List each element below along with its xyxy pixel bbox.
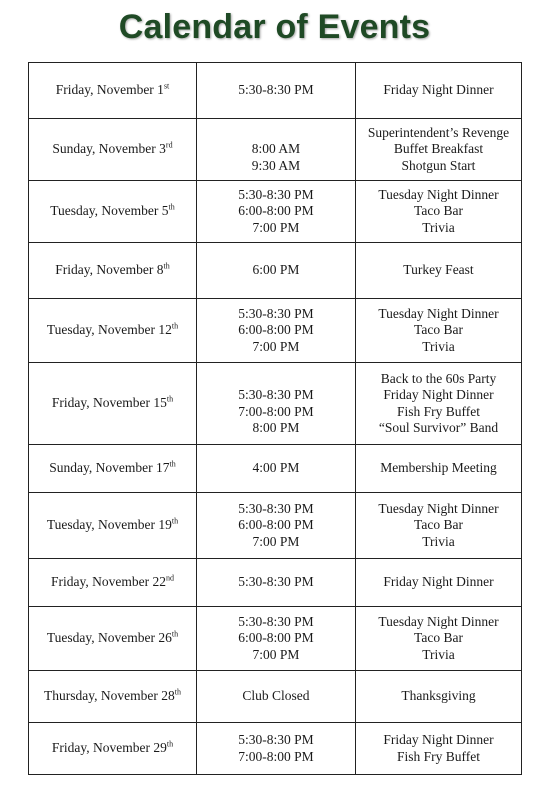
event-date: Friday, November 8 (55, 262, 164, 278)
event-name: Friday Night Dinner (383, 82, 494, 98)
event-time: 5:30-8:30 PM (238, 732, 314, 747)
event-name-cell (356, 671, 522, 723)
event-time-cell (197, 63, 356, 119)
event-date-cell (29, 181, 197, 243)
event-time: 5:30-8:30 PM (238, 500, 314, 516)
event-name: Friday Night Dinner (383, 387, 494, 402)
event-date: Friday, November 22 (51, 574, 166, 590)
event-date: Tuesday, November 12 (46, 322, 172, 338)
event-date-cell (29, 671, 197, 723)
event-time-cell (197, 671, 356, 723)
event-date-cell (29, 243, 197, 299)
event-row (29, 671, 522, 723)
event-time-cell (197, 607, 356, 671)
event-name: Shotgun Start (401, 157, 476, 173)
event-name-cell (356, 119, 522, 181)
events-table-body (29, 63, 522, 775)
event-time-cell (197, 243, 356, 299)
date-ordinal-suffix: nd (165, 573, 174, 583)
event-date-cell (29, 299, 197, 363)
event-time: 4:00 PM (252, 460, 300, 476)
event-name: Taco Bar (414, 322, 463, 338)
event-time: 5:30-8:30 PM (238, 613, 314, 629)
date-ordinal-suffix: th (171, 516, 179, 526)
event-date: Thursday, November 28 (44, 688, 175, 704)
event-name: Back to the 60s Party (380, 370, 497, 386)
event-date-cell (29, 607, 197, 671)
event-name: Taco Bar (414, 630, 463, 646)
event-name: Membership Meeting (380, 460, 497, 476)
event-time: Club Closed (242, 688, 310, 704)
event-name-cell (356, 559, 522, 607)
event-date: Friday, November 15 (51, 395, 167, 411)
event-row (29, 445, 522, 493)
event-name: Tuesday Night Dinner (378, 305, 499, 321)
event-time: 7:00 PM (252, 646, 300, 662)
event-row (29, 299, 522, 363)
event-name: Taco Bar (414, 517, 463, 533)
event-date-cell (29, 119, 197, 181)
date-ordinal-suffix: th (174, 687, 181, 697)
event-time: 6:00-8:00 PM (238, 322, 314, 338)
event-name-cell (356, 445, 522, 493)
event-time: 7:00-8:00 PM (238, 403, 314, 419)
event-name: Thanksgiving (401, 688, 476, 704)
page-title: Calendar of Events (118, 8, 431, 46)
date-ordinal-suffix: th (169, 459, 176, 469)
event-name: Trivia (422, 646, 455, 662)
event-name-cell (356, 243, 522, 299)
event-row (29, 363, 522, 445)
event-row (29, 607, 522, 671)
event-time-cell (197, 181, 356, 243)
event-date-cell (29, 63, 197, 119)
event-time-cell (197, 723, 356, 775)
date-ordinal-suffix: rd (165, 140, 173, 150)
event-time: 5:30-8:30 PM (238, 387, 314, 402)
date-ordinal-suffix: th (163, 261, 170, 271)
event-name: Fish Fry Buffet (396, 748, 480, 764)
event-date: Friday, November 1 (55, 82, 164, 98)
event-date-cell (29, 363, 197, 445)
event-time: 7:00 PM (252, 219, 300, 235)
event-name: Taco Bar (414, 203, 463, 219)
event-name: Friday Night Dinner (383, 732, 494, 747)
event-name-cell (356, 493, 522, 559)
date-ordinal-suffix: th (171, 321, 179, 331)
event-time: 5:30-8:30 PM (238, 82, 314, 98)
event-row (29, 493, 522, 559)
event-date: Tuesday, November 19 (46, 517, 172, 533)
event-time: 7:00 PM (252, 338, 300, 354)
event-time: 9:30 AM (251, 157, 301, 173)
event-time: 5:30-8:30 PM (238, 574, 314, 590)
event-time (200, 371, 352, 388)
events-table (28, 62, 522, 775)
event-time: 5:30-8:30 PM (238, 305, 314, 321)
event-row (29, 119, 522, 181)
event-date: Sunday, November 17 (49, 460, 170, 476)
event-name: Tuesday Night Dinner (378, 613, 499, 629)
event-time-cell (197, 299, 356, 363)
event-date-cell (29, 445, 197, 493)
date-ordinal-suffix: th (166, 394, 174, 404)
event-time: 8:00 PM (252, 420, 300, 435)
event-time-cell (197, 119, 356, 181)
date-ordinal-suffix: st (163, 81, 170, 91)
date-ordinal-suffix: th (166, 739, 174, 749)
event-time: 7:00-8:00 PM (238, 748, 314, 764)
event-row (29, 181, 522, 243)
event-row (29, 243, 522, 299)
event-name: Turkey Feast (403, 262, 474, 278)
event-name-cell (356, 63, 522, 119)
event-time: 7:00 PM (252, 533, 300, 549)
event-date: Sunday, November 3 (52, 141, 166, 157)
event-name: Tuesday Night Dinner (378, 186, 499, 202)
event-time-cell (197, 559, 356, 607)
event-name-cell (356, 181, 522, 243)
event-time (200, 125, 352, 142)
event-name: Fish Fry Buffet (396, 403, 480, 419)
event-date: Tuesday, November 5 (50, 203, 169, 219)
event-name-cell (356, 299, 522, 363)
event-name: Trivia (422, 219, 455, 235)
event-date-cell (29, 723, 197, 775)
event-time: 8:00 AM (251, 141, 301, 157)
date-ordinal-suffix: th (168, 202, 175, 212)
event-date: Tuesday, November 26 (46, 630, 172, 646)
event-time: 6:00-8:00 PM (238, 630, 314, 646)
event-time-cell (197, 445, 356, 493)
event-name: Trivia (422, 338, 455, 354)
event-name-cell (356, 607, 522, 671)
date-ordinal-suffix: th (171, 629, 179, 639)
event-time: 6:00-8:00 PM (238, 203, 314, 219)
event-row (29, 723, 522, 775)
event-name-cell (356, 363, 522, 445)
event-name: Superintendent’s Revenge (367, 124, 510, 140)
event-date: Friday, November 29 (51, 740, 167, 756)
event-date-cell (29, 559, 197, 607)
event-name: Tuesday Night Dinner (378, 500, 499, 516)
event-name: Buffet Breakfast (393, 141, 484, 157)
event-date-cell (29, 493, 197, 559)
event-time: 6:00-8:00 PM (238, 517, 314, 533)
event-row (29, 559, 522, 607)
event-time-cell (197, 493, 356, 559)
event-name: Friday Night Dinner (383, 574, 494, 590)
event-name: Trivia (422, 533, 455, 549)
event-name-cell (356, 723, 522, 775)
event-name: “Soul Survivor” Band (378, 420, 499, 435)
event-time-cell (197, 363, 356, 445)
event-time: 5:30-8:30 PM (238, 186, 314, 202)
event-time: 6:00 PM (252, 262, 300, 278)
event-row (29, 63, 522, 119)
